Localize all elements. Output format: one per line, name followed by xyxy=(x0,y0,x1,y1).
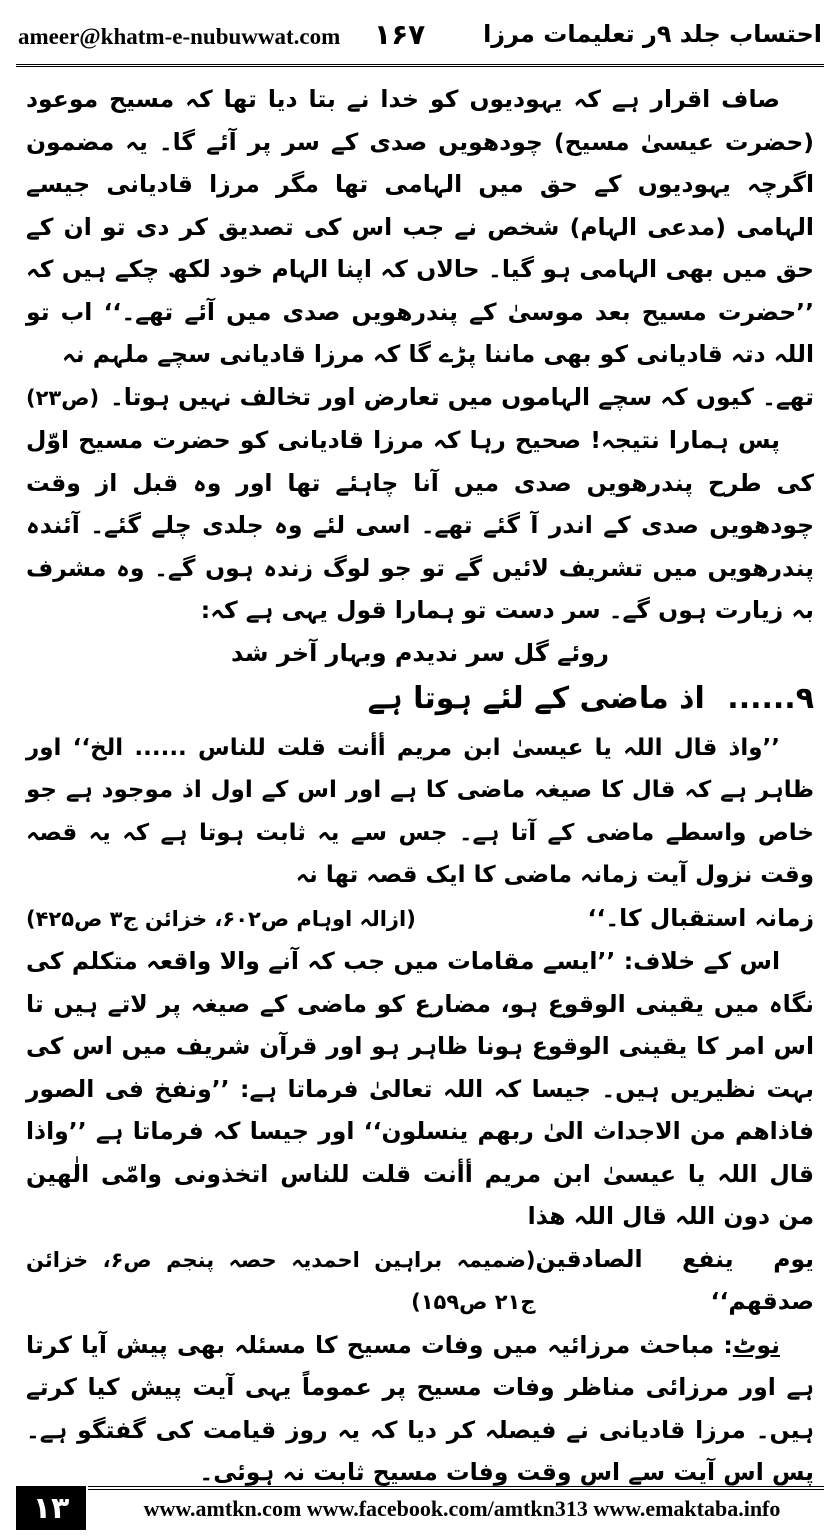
header-book-title: احتساب جلد ۹ر تعلیمات مرزا xyxy=(483,20,822,48)
footer-divider xyxy=(88,1486,824,1490)
paragraph-4: اس کے خلاف: ’’ایسے مقامات میں جب کہ آنے والا واقعہ متکلم کی نگاہ میں یقینی الوقوع ہو، مضارع کو ماضی کے صیغہ پر لاتے ہیں تا اس امر کا یقینی الوقوع ہونا ظاہر ہو اور قرآن شریف میں اس کی بہت نظیریں ہیں۔ جیسا کہ اللہ تعالیٰ فرماتا ہے: ’’ونفخ فی الصور فاذاھم من الاجداث الیٰ ربھم ینسلون‘‘ اور جیسا کہ فرماتا ہے ’’واذا قال اللہ یا عیسیٰ ابن مریم أأنت قلت للناس اتخذونی وامّی الٰھین من دون اللہ قال اللہ ھذا xyxy=(26,947,814,1230)
paragraph-3-last-line: زمانہ استقبال کا۔‘‘ xyxy=(587,903,814,932)
note-paragraph xyxy=(26,1324,814,1494)
page-header xyxy=(16,14,824,60)
paragraph-3-end xyxy=(26,897,814,941)
section-number: ۹...... xyxy=(727,681,814,716)
citation-1: (ص۲۳) xyxy=(26,385,100,410)
paragraph-2: پس ہمارا نتیجہ! صحیح رہا کہ مرزا قادیانی کو حضرت مسیح اوّل کی طرح پندرھویں صدی میں آنا چاہئے تھا اور وہ قبل از وقت چودھویں صدی کے اندر آ گئے تھے۔ اسی لئے وہ جلدی چلے گئے۔ آئندہ پندرھویں میں تشریف لائیں گے تو جو لوگ زندہ ہوں گے۔ وہ مشرف بہ زیارت ہوں گے۔ سر دست تو ہمارا قول یہی ہے کہ: xyxy=(26,426,814,624)
citation-3: (ضمیمہ براہین احمدیہ حصہ پنجم ص۶، خزائن ج۲۱ ص۱۵۹) xyxy=(26,1247,536,1314)
paragraph-4-end xyxy=(26,1238,814,1324)
header-email: ameer@khatm-e-nubuwwat.com xyxy=(18,24,341,49)
page-footer xyxy=(16,1486,824,1530)
section-title: اذ ماضی کے لئے ہوتا ہے xyxy=(367,681,705,716)
note-label: نوٹ xyxy=(732,1330,780,1359)
paragraph-3: ’’واذ قال اللہ یا عیسیٰ ابن مریم أأنت قلت للناس ...... الخ‘‘ اور ظاہر ہے کہ قال کا صیغہ ماضی کا ہے اور اس کے اول اذ موجود ہے جو خاص واسطے ماضی کے آتا ہے۔ جس سے یہ ثابت ہوتا ہے کہ یہ قصہ وقت نزول آیت زمانہ ماضی کا ایک قصہ تھا نہ xyxy=(26,734,814,888)
paragraph-1-last-line: تھے۔ کیوں کہ سچے الہاموں میں تعارض اور تخالف نہیں ہوتا۔ xyxy=(110,382,814,411)
footer-page-number: ۱۳ xyxy=(16,1486,86,1530)
page-content xyxy=(26,78,814,1494)
poem-verse: روئے گل سر ندیدم وبہار آخر شد xyxy=(231,638,609,667)
paragraph-1: صاف اقرار ہے کہ یہودیوں کو خدا نے بتا دیا تھا کہ مسیح موعود (حضرت عیسیٰ مسیح) چودھویں صدی کے سر پر آئے گا۔ یہ مضمون اگرچہ یہودیوں کے حق میں الہامی تھا مگر مرزا قادیانی جیسے الہامی (مدعی الہام) شخص نے جب اس کی تصدیق کر دی تو ان کے حق میں بھی الہامی ہو گیا۔ حالاں کہ اپنا الہام خود لکھ چکے ہیں کہ ’’حضرت مسیح بعد موسیٰ کے پندرھویں صدی میں آئے تھے۔‘‘ اب تو اللہ دتہ قادیانی کو بھی ماننا پڑے گا کہ مرزا قادیانی سچے ملہم نہ xyxy=(26,85,814,368)
note-text: : مباحث مرزائیہ میں وفات مسیح کا مسئلہ بھی پیش آیا کرتا ہے اور مرزائی مناظر وفات مسیح پر عموماً یہی آیت پیش کیا کرتے ہیں۔ مرزا قادیانی نے فیصلہ کر دیا کہ یہ روز قیامت کی گفتگو ہے۔ پس اس آیت سے اس وقت وفات مسیح ثابت نہ ہوئی۔ xyxy=(26,1330,814,1486)
header-divider xyxy=(16,64,824,70)
paragraph-4-last-line: یوم ینفع الصادقین صدقھم‘‘ xyxy=(535,1244,814,1315)
footer-links[interactable]: www.amtkn.com www.facebook.com/amtkn313 www.emaktaba.info xyxy=(143,1496,781,1521)
citation-2: (ازالہ اوہام ص۶۰۲، خزائن ج۳ ص۴۲۵) xyxy=(26,906,416,931)
section-heading xyxy=(26,678,814,721)
header-page-number: ۱۶۷ xyxy=(374,18,426,51)
paragraph-1-end xyxy=(26,376,814,420)
